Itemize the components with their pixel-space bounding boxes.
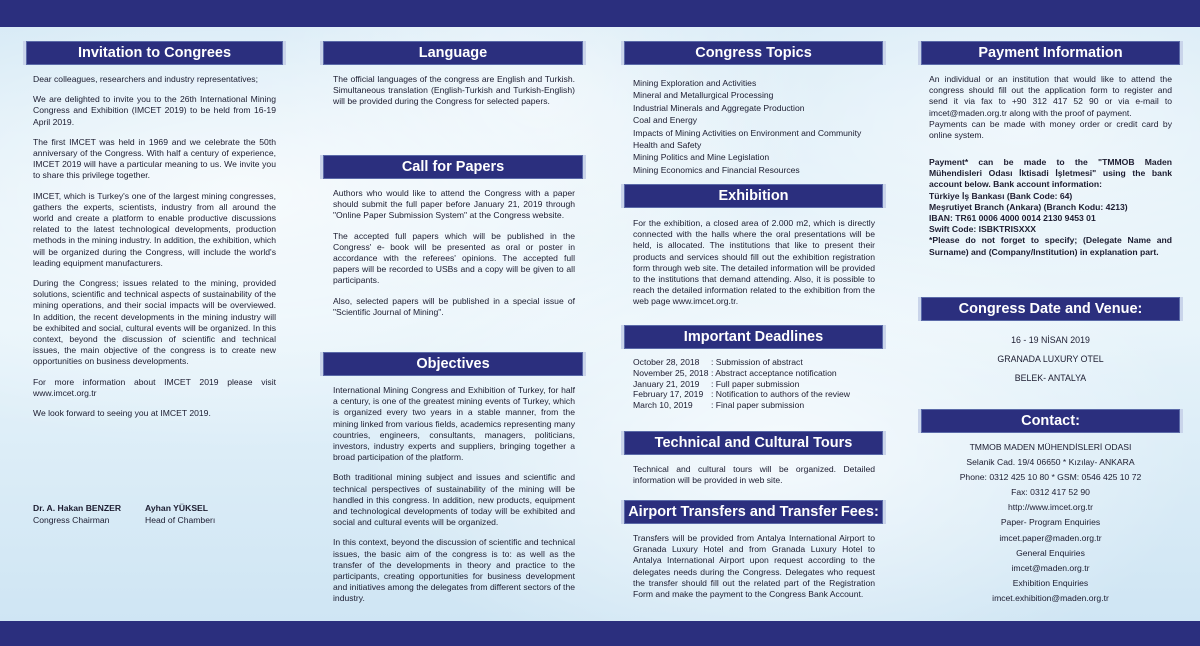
contact-line: Fax: 0312 417 52 90 bbox=[1011, 487, 1090, 498]
congress-topics-header: Congress Topics bbox=[621, 41, 886, 65]
paragraph: For more information about IMCET 2019 please visit www.imcet.org.tr bbox=[33, 376, 276, 398]
table-row bbox=[633, 357, 878, 368]
list-item: Mining Exploration and Activities bbox=[633, 78, 757, 88]
venue-header: Congress Date and Venue: bbox=[918, 297, 1183, 321]
website-link[interactable]: http://www.imcet.org.tr bbox=[1007, 502, 1093, 513]
paragraph: The first IMCET was held in 1969 and we celebrate the 50th anniversary of the Congress. With half a century of experience, IMCET 2019 will have a particular meaning to us. We invite you to share this privilege together. bbox=[33, 136, 276, 181]
paragraph: The accepted full papers which will be published in the Congress' e- book will be presented as oral or poster in accordance with the referees' opinions. The accepted full papers will be recorded to USBs and a copy will be given to all participants. bbox=[333, 230, 575, 286]
venue-text bbox=[929, 331, 1172, 388]
paragraph: In this context, beyond the discussion of scientific and technical issues, the basic aim of the congress is to: as well as the transfer of the developments in theory and practice to the participants, creating opportunities for business development and initiatives among the delegates from different sectors of the industry. bbox=[333, 537, 575, 604]
contact-text bbox=[929, 440, 1172, 606]
language-text: The official languages of the congress are English and Turkish. Simultaneous translation (English-Turkish and Turkish-English) will be provided during the Congress for selected papers. bbox=[333, 74, 575, 107]
contact-line: TMMOB MADEN MÜHENDİSLERİ ODASI bbox=[969, 442, 1132, 452]
objectives-text bbox=[333, 385, 575, 605]
bank-line: Swift Code: ISBKTRISXXX bbox=[929, 224, 1036, 235]
paragraph: During the Congress; issues related to the mining, provided solutions, scientific and technical aspects of sustainability of the mining operations, and their social impacts will be overviewed. In addition, the recent developments in the mining industry will be exhibited and social, cultural events will be organized. In this context, beyond the discussion of scientific and technical issues, the main objective of the congress is to create new opportunities on business developments. bbox=[33, 278, 276, 367]
bank-line: Meşrutiyet Branch (Ankara) (Branch Kodu: 4213) bbox=[929, 201, 1128, 212]
bank-line: Payment* can be made to the "TMMOB Maden Mühendisleri Odası İktisadi İşletmesi" using the bank account below. Bank account information: bbox=[929, 157, 1172, 190]
top-band bbox=[0, 0, 1200, 27]
contact-line: Paper- Program Enquiries bbox=[1000, 517, 1101, 528]
signature-name: Ayhan YÜKSEL bbox=[145, 503, 209, 513]
deadline-date: February 17, 2019 bbox=[633, 389, 704, 400]
paragraph: IMCET, which is Turkey's one of the largest mining congresses, gathers the experts, scientists, industry from all around the world and create a platform to enable productive discussions related to the latest technological developments, production methods in the mining industry. In addition, the exhibition, which will be organized during the Congress, will include the world's leading equipment manufacturers. bbox=[33, 190, 276, 268]
contact-line: General Enquiries bbox=[1016, 547, 1085, 558]
signature-name: Dr. A. Hakan BENZER bbox=[33, 503, 122, 513]
deadline-event: : Submission of abstract bbox=[711, 357, 803, 367]
table-row bbox=[633, 389, 878, 400]
email-link[interactable]: imcet.paper@maden.org.tr bbox=[999, 532, 1102, 543]
list-item: Industrial Minerals and Aggregate Production bbox=[633, 102, 805, 113]
paragraph: Both traditional mining subject and issues and scientific and technical perspectives of sustainability of the mining will be handled in this congress. In addition, new products, equipment and technological developments of today will be exhibited and social and cultural events will be organized. bbox=[333, 472, 575, 528]
tours-text: Technical and cultural tours will be organized. Detailed information will be provided in web site. bbox=[633, 464, 875, 486]
email-link[interactable]: imcet@maden.org.tr bbox=[1011, 562, 1090, 573]
call-for-papers-header: Call for Papers bbox=[320, 155, 586, 179]
invitation-header: Invitation to Congrees bbox=[23, 41, 286, 65]
deadline-date: October 28, 2018 bbox=[633, 357, 700, 367]
paragraph: Also, selected papers will be published in a special issue of "Scientific Journal of Mining". bbox=[333, 295, 575, 317]
contact-line: Exhibition Enquiries bbox=[1012, 577, 1089, 588]
exhibition-text: For the exhibition, a closed area of 2.000 m2, which is directly connected with the halls where the oral presentations will be held, is allocated. The institutions that like to present their products and services should fill out the exhibition registration form through web site. The detailed information will be provided to the institutions that demand attending. Also, it is possible to reach the detailed information related to the exhibition from the web page www.imcet.org.tr. bbox=[633, 218, 875, 307]
exhibition-header: Exhibition bbox=[621, 184, 886, 208]
contact-header: Contact: bbox=[918, 409, 1183, 433]
invitation-text bbox=[33, 74, 276, 419]
deadlines-table bbox=[633, 357, 878, 411]
venue-line: GRANADA LUXURY OTEL bbox=[997, 354, 1104, 364]
payment-header: Payment Information bbox=[918, 41, 1183, 65]
signature-head bbox=[145, 503, 215, 526]
list-item: Coal and Energy bbox=[633, 115, 698, 126]
list-item: Impacts of Mining Activities on Environment and Community bbox=[633, 127, 862, 138]
bottom-band bbox=[0, 621, 1200, 646]
venue-line: BELEK- ANTALYA bbox=[1014, 373, 1087, 383]
bank-line: Türkiye İş Bankası (Bank Code: 64) bbox=[929, 190, 1073, 201]
signature-role: Congress Chairman bbox=[33, 514, 110, 525]
deadline-event: : Notification to authors of the review bbox=[711, 389, 851, 400]
signature-chairman bbox=[33, 503, 121, 526]
payment-text bbox=[929, 74, 1172, 141]
bank-line: *Please do not forget to specify; (Delegate Name and Surname) and (Company/Institution) in explanation part. bbox=[929, 235, 1172, 257]
contact-line: Phone: 0312 425 10 80 * GSM: 0546 425 10 72 bbox=[959, 472, 1142, 483]
bank-info bbox=[929, 157, 1172, 258]
deadlines-header: Important Deadlines bbox=[621, 325, 886, 349]
airport-header: Airport Transfers and Transfer Fees: bbox=[621, 500, 886, 524]
deadline-date: November 25, 2018 bbox=[633, 367, 709, 378]
tours-header: Technical and Cultural Tours bbox=[621, 431, 886, 455]
contact-line: Selanik Cad. 19/4 06650 * Kızılay- ANKARA bbox=[966, 457, 1135, 468]
paragraph: We are delighted to invite you to the 26th International Mining Congress and Exhibition (IMCET 2019) to be held from 16-19 April 2019. bbox=[33, 94, 276, 127]
list-item: Mining Politics and Mine Legislation bbox=[633, 152, 770, 163]
deadline-event: : Abstract acceptance notification bbox=[711, 367, 837, 378]
table-row bbox=[633, 379, 878, 390]
list-item: Mining Economics and Financial Resources bbox=[633, 164, 800, 175]
email-link[interactable]: imcet.exhibition@maden.org.tr bbox=[992, 592, 1109, 603]
call-for-papers-text bbox=[333, 188, 575, 318]
deadline-event: : Final paper submission bbox=[711, 400, 805, 411]
signature-role: Head of Chamberı bbox=[145, 514, 216, 525]
language-header: Language bbox=[320, 41, 586, 65]
paragraph: An individual or an institution that would like to attend the congress should fill out the application form to register and send it via fax to +90 312 417 52 90 or via e-mail to imcet@maden.org.tr along with the proof of payment. bbox=[929, 74, 1172, 118]
objectives-header: Objectives bbox=[320, 352, 586, 376]
list-item: Health and Safety bbox=[633, 140, 702, 151]
deadline-date: January 21, 2019 bbox=[633, 378, 700, 389]
table-row bbox=[633, 368, 878, 379]
deadline-date: March 10, 2019 bbox=[633, 400, 693, 411]
deadline-event: : Full paper submission bbox=[711, 378, 800, 389]
topics-list bbox=[633, 77, 878, 176]
list-item: Mineral and Metallurgical Processing bbox=[633, 90, 774, 101]
paragraph: Payments can be made with money order or credit card by online system. bbox=[929, 118, 1172, 141]
paragraph: We look forward to seeing you at IMCET 2019. bbox=[33, 408, 211, 419]
bank-line: IBAN: TR61 0006 4000 0014 2130 9453 01 bbox=[929, 213, 1096, 224]
venue-line: 16 - 19 NİSAN 2019 bbox=[1011, 335, 1090, 345]
table-row bbox=[633, 400, 878, 411]
paragraph: Dear colleagues, researchers and industry representatives; bbox=[33, 74, 258, 84]
paragraph: Authors who would like to attend the Congress with a paper should submit the full paper before January 21, 2019 through "Online Paper Submission System" at the Congress website. bbox=[333, 188, 575, 221]
airport-text: Transfers will be provided from Antalya International Airport to Granada Luxury Hotel and from Granada Luxury Hotel to Antalya International Airport upon request according to the delegates needs during the Congress. Delegates who request the transfer should fill out the related part of the Registration Form and make the payment to the Congress Bank Account. bbox=[633, 533, 875, 600]
paragraph: International Mining Congress and Exhibition of Turkey, for half a century, is one of the greatest mining events of Turkey, which is organized every two years in a stable manner, from the mining linked from various fields, academics representing many countries, engineers, consultants, managers, politicians, investors, industry experts and suppliers, bringing together a broad participation of the platform. bbox=[333, 385, 575, 463]
